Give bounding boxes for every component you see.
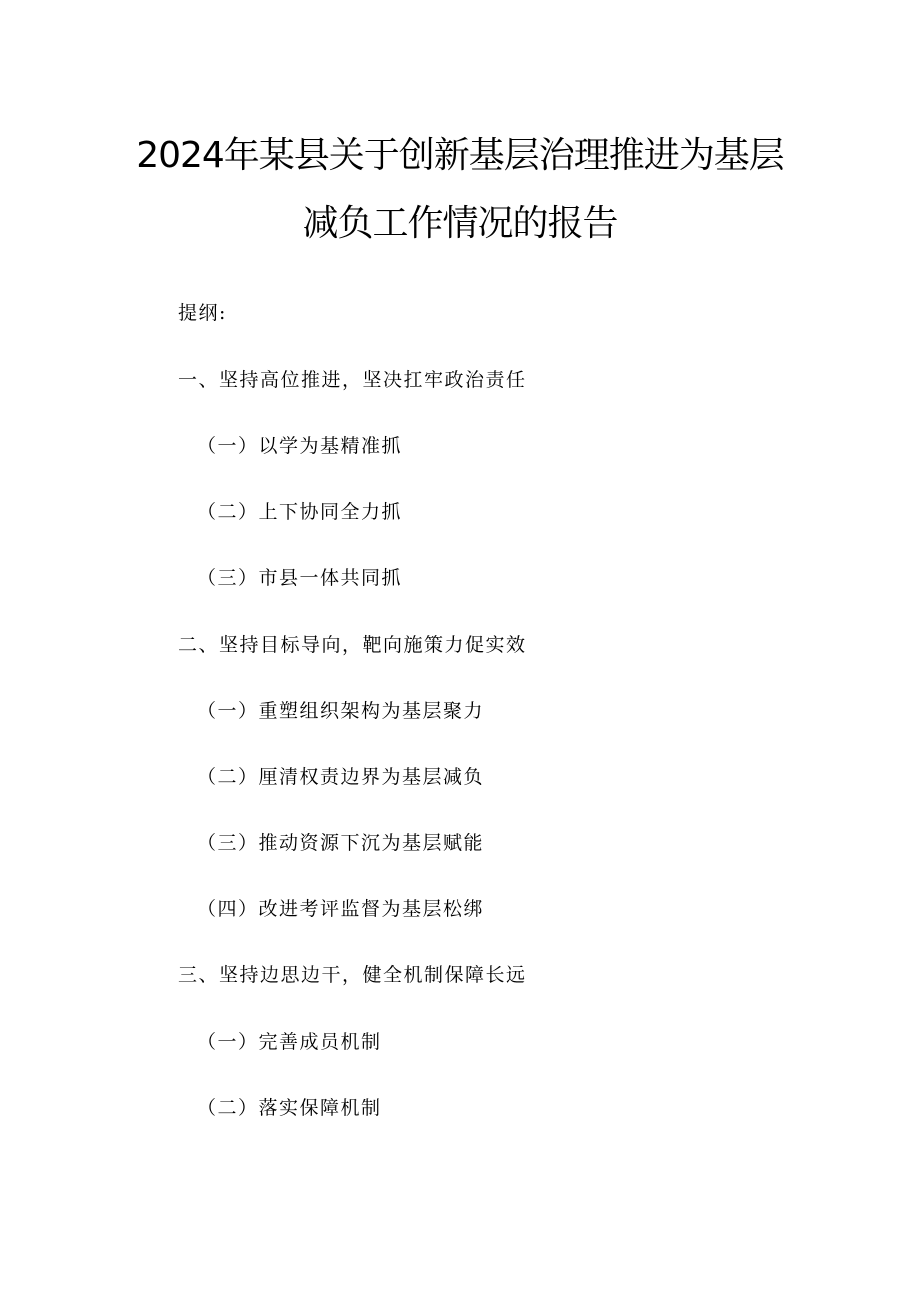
outline-item-3-2: （二）落实保障机制 <box>197 1097 382 1119</box>
outline-item-1-3: （三）市县一体共同抓 <box>197 567 403 589</box>
document-title-line-2: 减负工作情况的报告 <box>302 203 618 244</box>
document-title-line-1: 2024年某县关于创新基层治理推进为基层 <box>136 135 784 176</box>
outline-item-3-1: （一）完善成员机制 <box>197 1031 382 1053</box>
outline-section-2: 二、坚持目标导向，靶向施策力促实效 <box>178 634 527 656</box>
outline-item-2-4: （四）改进考评监督为基层松绑 <box>197 898 485 920</box>
outline-label: 提纲: <box>178 302 227 324</box>
outline-item-2-3: （三）推动资源下沉为基层赋能 <box>197 832 485 854</box>
outline-item-1-2: （二）上下协同全力抓 <box>197 501 403 523</box>
outline-item-1-1: （一）以学为基精准抓 <box>197 435 403 457</box>
outline-section-3: 三、坚持边思边干，健全机制保障长远 <box>178 964 527 986</box>
outline-item-2-1: （一）重塑组织架构为基层聚力 <box>197 700 485 722</box>
outline-section-1: 一、坚持高位推进，坚决扛牢政治责任 <box>178 369 527 391</box>
outline-item-2-2: （二）厘清权责边界为基层减负 <box>197 766 485 788</box>
